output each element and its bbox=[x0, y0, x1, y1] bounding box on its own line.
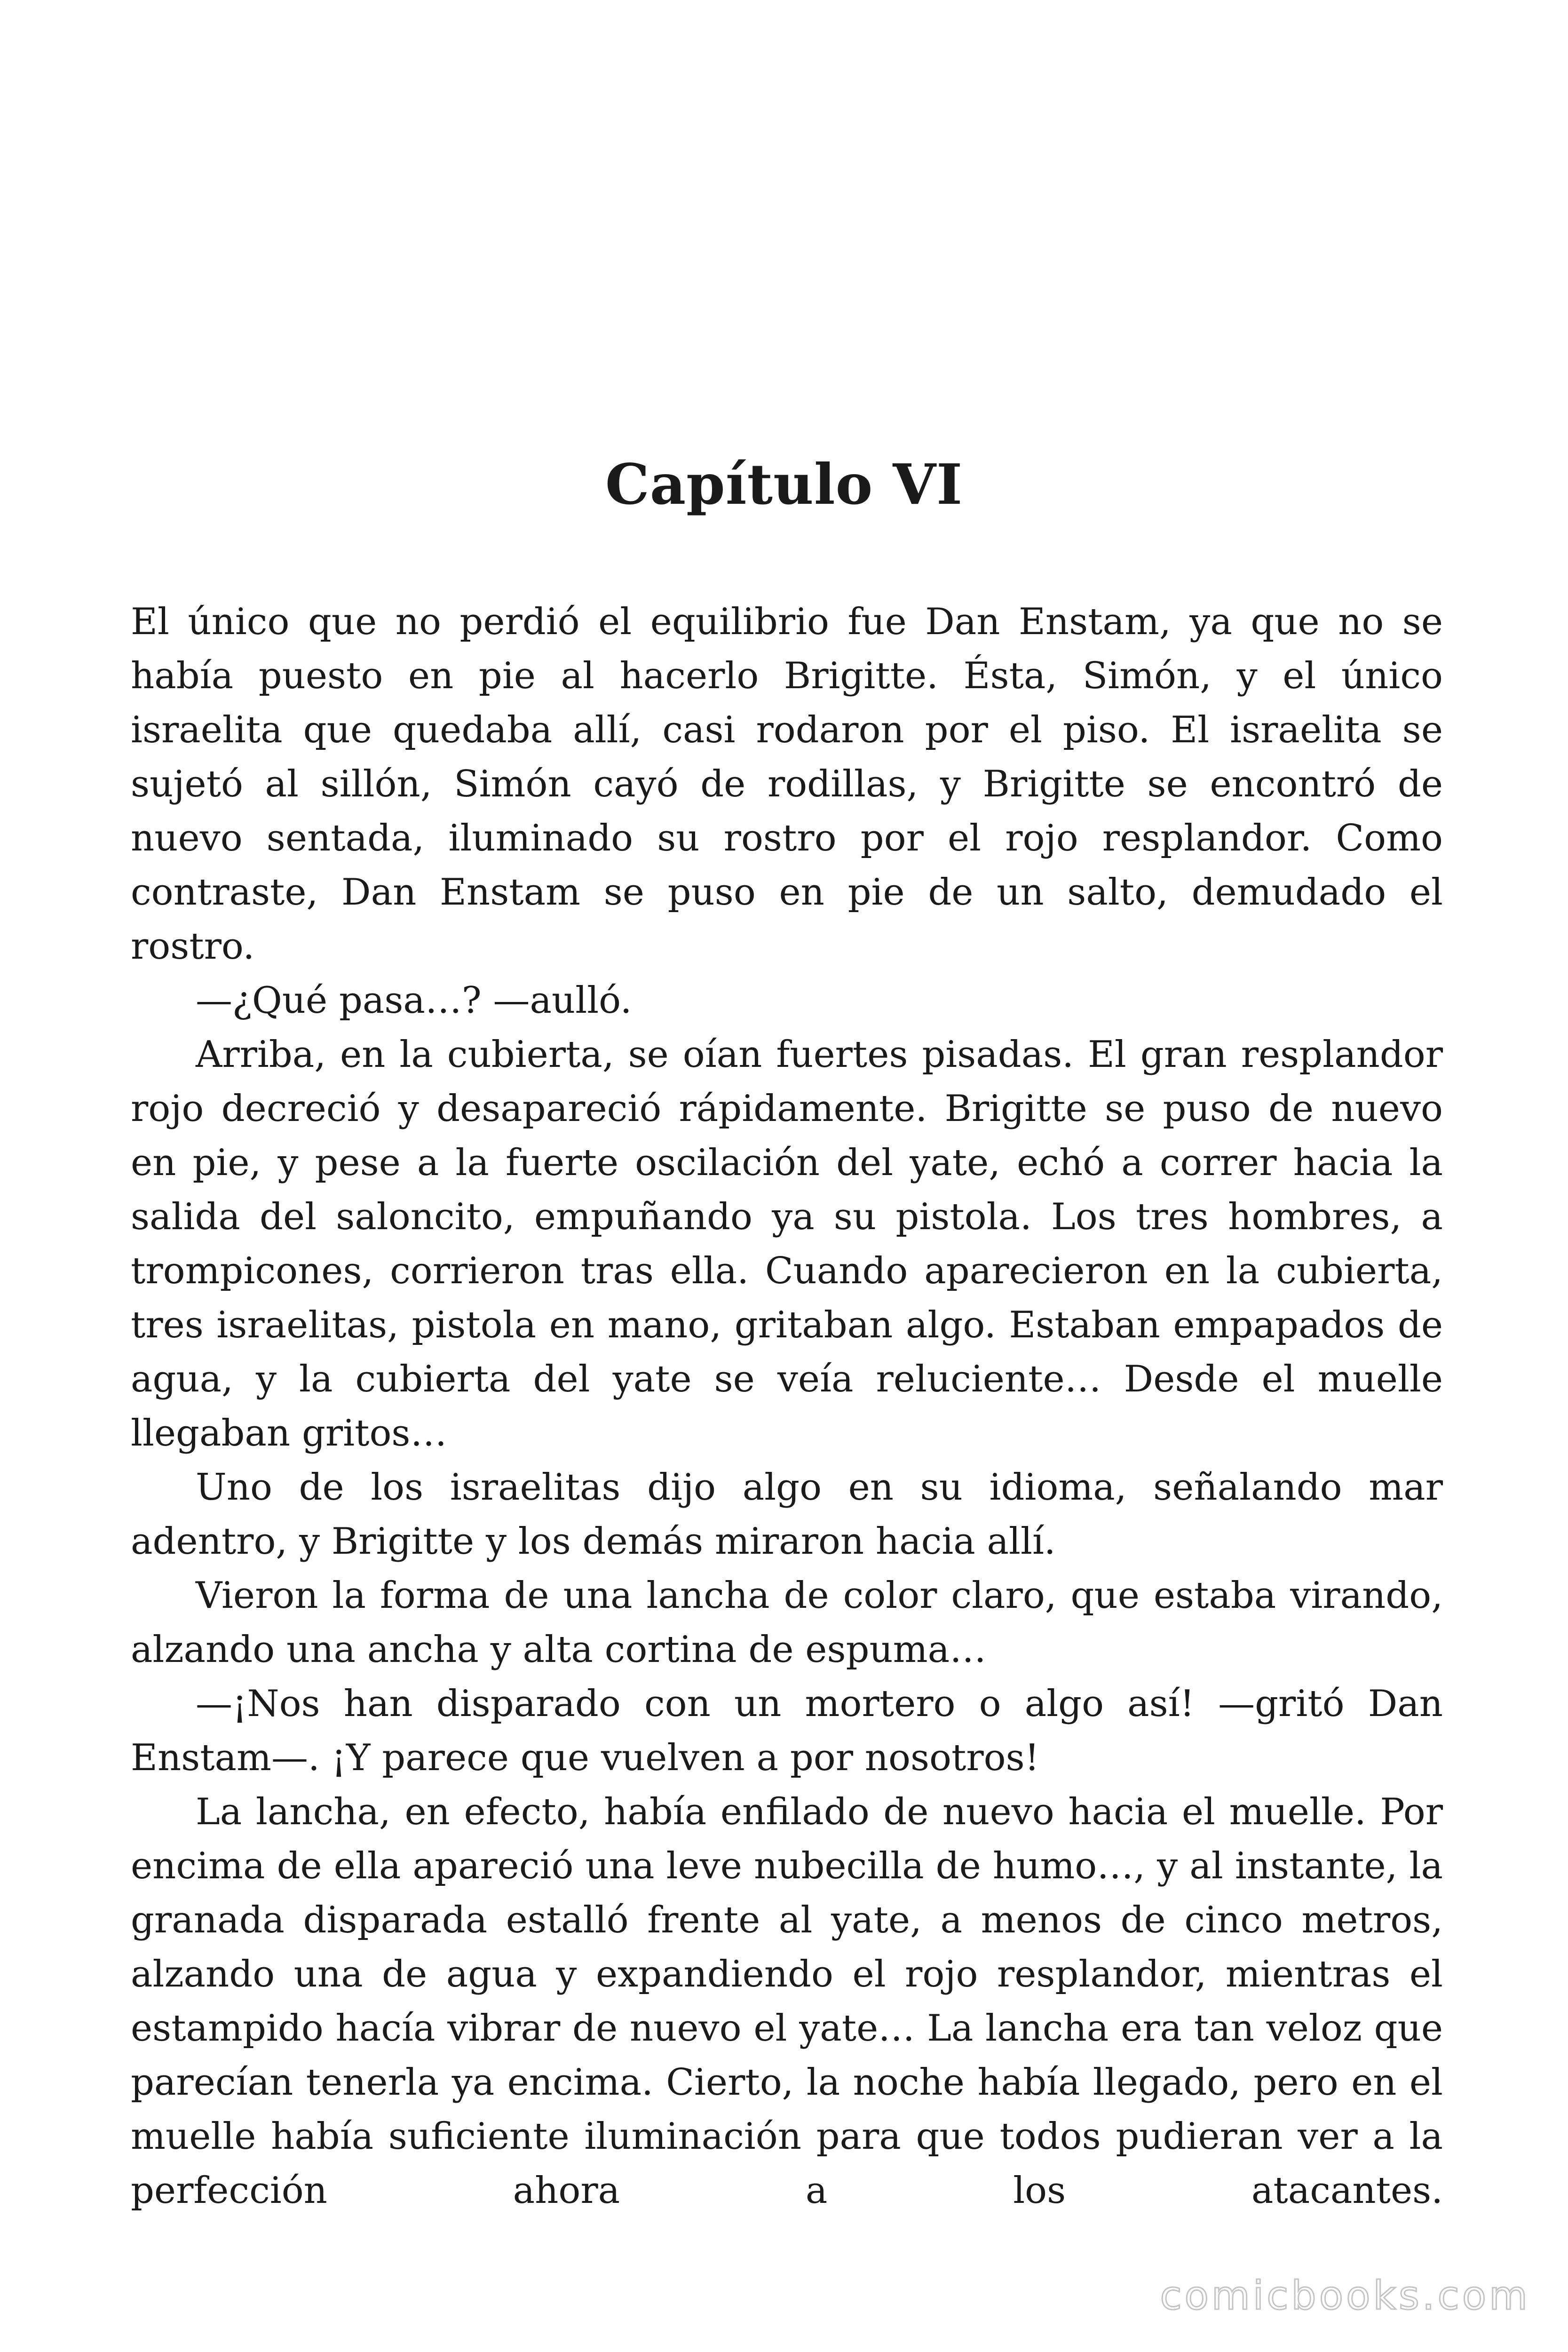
paragraph-5: Vieron la forma de una lancha de color claro, que estaba virando, alzando una ancha y alta cortina de espuma… bbox=[131, 1574, 1443, 1671]
paragraph-3: Arriba, en la cubierta, se oían fuertes pisadas. El gran resplandor rojo decreció y desapareció rápidamente. Brigitte se puso de nuevo en pie, y pese a la fuerte oscilación del yate, echó a correr hacia la salida del saloncito, empuñando ya su pistola. Los tres hombres, a trompicones, corrieron tras ella. Cuando aparecieron en la cubierta, tres israelitas, pistola en mano, gritaban algo. Estaban empapados de agua, y la cubierta del yate se veía reluciente… Desde el muelle llegaban gritos… bbox=[131, 1033, 1443, 1454]
paragraph-1: El único que no perdió el equilibrio fue Dan Enstam, ya que no se había puesto en pie al hacerlo Brigitte. Ésta, Simón, y el único israelita que quedaba allí, casi rodaron por el piso. El israelita se sujetó al sillón, Simón cayó de rodillas, y Brigitte se encontró de nuevo sentada, iluminado su rostro por el rojo resplandor. Como contraste, Dan Enstam se puso en pie de un salto, demudado el rostro. bbox=[131, 601, 1443, 968]
site-watermark: comicbooks.com bbox=[1160, 2273, 1530, 2319]
paragraph-6: —¡Nos han disparado con un mortero o algo así! —gritó Dan Enstam—. ¡Y parece que vuelven a por nosotros! bbox=[131, 1683, 1443, 1779]
paragraph-7: La lancha, en efecto, había enfilado de nuevo hacia el muelle. Por encima de ella apareció una leve nubecilla de humo…, y al instante, la granada disparada estalló frente al yate, a menos de cinco metros, alzando una de agua y expandiendo el rojo resplandor, mientras el estampido hacía vibrar de nuevo el yate… La lancha era tan veloz que parecían tenerla ya encima. Cierto, la noche había llegado, pero en el muelle había suficiente iluminación para que todos pudieran ver a la perfección ahora a los atacantes. bbox=[131, 1791, 1443, 2212]
chapter-body bbox=[131, 595, 1443, 2218]
paragraph-4: Uno de los israelitas dijo algo en su idioma, señalando mar adentro, y Brigitte y los demás miraron hacia allí. bbox=[131, 1466, 1443, 1563]
paragraph-2: —¿Qué pasa…? —aulló. bbox=[196, 979, 632, 1022]
chapter-title: Capítulo VI bbox=[605, 452, 963, 517]
